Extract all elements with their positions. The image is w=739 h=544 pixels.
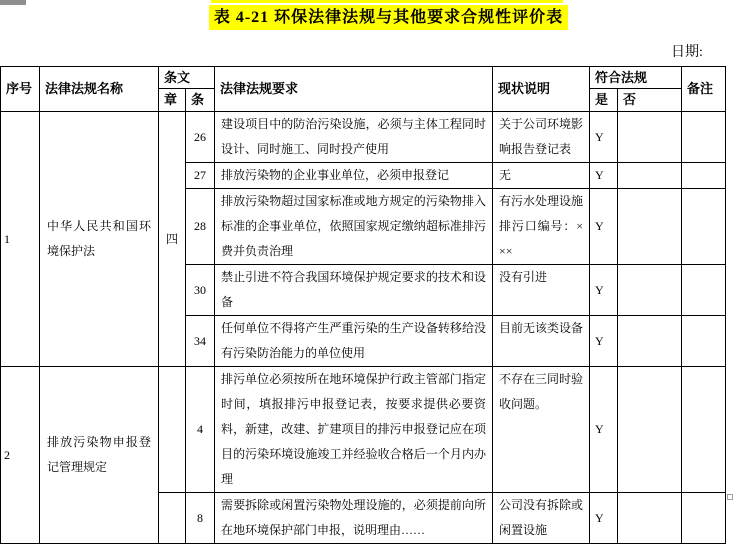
page-title: 表 4-21 环保法律法规与其他要求合规性评价表 <box>209 5 568 30</box>
cell-requirement: 排放污染物超过国家标准或地方规定的污染物排入标准的企事业单位，依照国家规定缴纳超标准排污费并负责治理 <box>215 189 493 265</box>
cell-article: 8 <box>186 493 215 544</box>
col-header-remarks: 备注 <box>682 67 726 112</box>
cell-remark <box>682 189 726 265</box>
cell-article: 4 <box>186 367 215 493</box>
cell-yes: Y <box>590 493 618 544</box>
cell-chapter: 四 <box>159 112 186 367</box>
col-header-yes: 是 <box>590 89 618 112</box>
cell-yes: Y <box>590 189 618 265</box>
col-header-article: 条 <box>186 89 215 112</box>
table-row <box>1 112 726 163</box>
cell-requirement: 需要拆除或闲置污染物处理设施的，必须提前向所在地环境保护部门申报，说明理由…… <box>215 493 493 544</box>
cell-status: 不存在三同时验收问题。 <box>493 367 590 493</box>
col-header-law-name: 法律法规名称 <box>40 67 159 112</box>
col-header-seq: 序号 <box>1 67 40 112</box>
table-resize-handle[interactable] <box>727 494 733 500</box>
cell-no <box>618 189 682 265</box>
title-highlight-strip <box>211 0 563 3</box>
col-header-compliance-group: 符合法规 <box>590 67 682 89</box>
cell-yes: Y <box>590 367 618 493</box>
cell-remark <box>682 316 726 367</box>
cell-no <box>618 265 682 316</box>
cell-requirement: 建设项目中的防治污染设施，必须与主体工程同时设计、同时施工、同时投产使用 <box>215 112 493 163</box>
cell-yes: Y <box>590 316 618 367</box>
col-header-no: 否 <box>618 89 682 112</box>
cell-status: 无 <box>493 163 590 189</box>
cell-requirement: 任何单位不得将产生严重污染的生产设备转移给没有污染防治能力的单位使用 <box>215 316 493 367</box>
cell-status: 关于公司环境影响报告登记表 <box>493 112 590 163</box>
cell-article: 28 <box>186 189 215 265</box>
cell-chapter <box>159 493 186 544</box>
cell-no <box>618 112 682 163</box>
cell-status: 有污水处理设施排污口编号：××× <box>493 189 590 265</box>
col-header-requirement: 法律法规要求 <box>215 67 493 112</box>
cell-requirement: 禁止引进不符合我国环境保护规定要求的技术和设备 <box>215 265 493 316</box>
cell-remark <box>682 493 726 544</box>
cell-yes: Y <box>590 265 618 316</box>
date-label: 日期: <box>671 45 703 60</box>
cell-chapter <box>159 367 186 493</box>
cell-yes: Y <box>590 163 618 189</box>
cell-no <box>618 493 682 544</box>
cell-seq: 1 <box>1 112 40 367</box>
cell-no <box>618 367 682 493</box>
cell-article: 27 <box>186 163 215 189</box>
cell-no <box>618 316 682 367</box>
cell-requirement: 排污单位必须按所在地环境保护行政主管部门指定时间，填报排污申报登记表，按要求提供必要资料，新建，改建、扩建项目的排污申报登记应在项目的污染环境设施竣工并经验收合格后一个月内办理 <box>215 367 493 493</box>
cell-status: 没有引进 <box>493 265 590 316</box>
cell-law-name: 排放污染物申报登记管理规定 <box>40 367 159 544</box>
cell-yes: Y <box>590 112 618 163</box>
cell-status: 目前无该类设备 <box>493 316 590 367</box>
cell-requirement: 排放污染物的企业事业单位，必须申报登记 <box>215 163 493 189</box>
cell-law-name: 中华人民共和国环境保护法 <box>40 112 159 367</box>
cell-article: 30 <box>186 265 215 316</box>
cell-article: 26 <box>186 112 215 163</box>
cell-remark <box>682 112 726 163</box>
cell-remark <box>682 367 726 493</box>
cell-seq: 2 <box>1 367 40 544</box>
col-header-chapter: 章 <box>159 89 186 112</box>
cell-status: 公司没有拆除或闲置设施 <box>493 493 590 544</box>
cell-article: 34 <box>186 316 215 367</box>
cell-no <box>618 163 682 189</box>
col-header-articles-group: 条文 <box>159 67 215 89</box>
cell-remark <box>682 265 726 316</box>
col-header-status: 现状说明 <box>493 67 590 112</box>
compliance-table <box>0 66 726 544</box>
table-row <box>1 367 726 493</box>
header-row-1 <box>1 67 726 89</box>
title-row <box>0 5 739 30</box>
cell-remark <box>682 163 726 189</box>
